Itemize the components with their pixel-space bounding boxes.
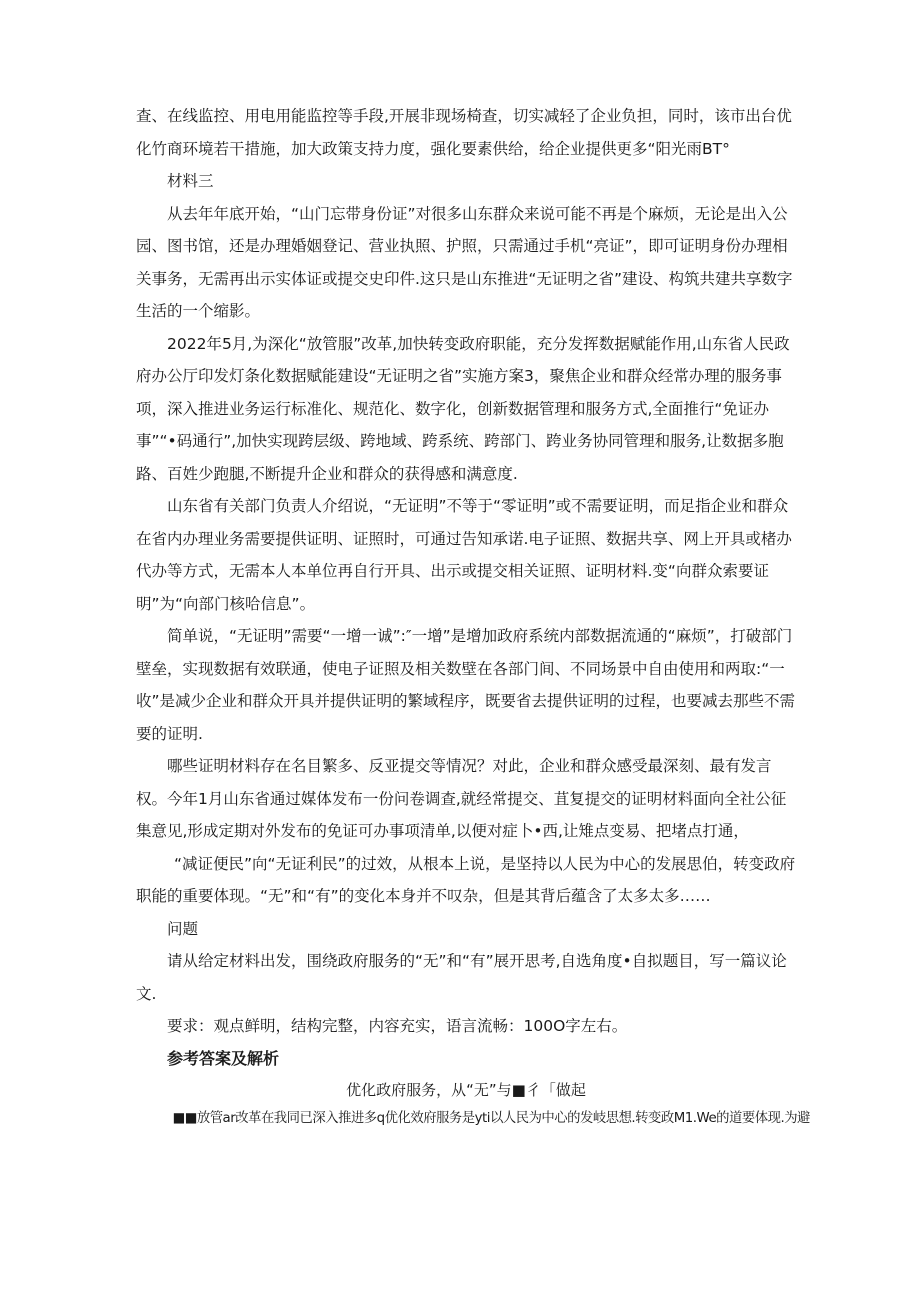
paragraph-id-card: 从去年年底开始，“山门忘带身份证”对很多山东群众来说可能不再是个麻烦，无论是出入公园、图书馆，还是办理婚姻登记、营业执照、护照，只需通过手机“亮证”，即可证明身份办理相关事务，无需再出示实体证或提交史印件.这只是山东推进“无证明之省”建设、构筑共建共享数字生活的一个缩影。 (136, 204, 793, 320)
document-body (136, 100, 810, 1131)
paragraph-survey: 哪些证明材料存在名目繁多、反亚提交等情况？对此，企业和群众感受最深刻、最有发言权。今年1月山东省通过媒体发布一份问卷调查,就经常提交、苴复提交的证明材料面向全社公征集意见,形成定期对外发布的免证可办事项清单,以便对症卜•西,让雉点变易、把堵点打通， (136, 757, 787, 840)
paragraph-definition: 山东省有关部门负责人介绍说，“无证明”不等于“零证明”或不需要证明，而足指企业和群众在省内办理业务需要提供证明、证照时，可通过告知承诺.电子证照、数据共享、网上开具或楮办代办等方式，无需本人本单位再自行开具、出示或提交相关证照、证明材料.变“向群众索要证明”为“向部门核哈信息”。 (136, 497, 792, 613)
answer-heading: 参考答案及解析 (167, 1048, 280, 1068)
paragraph-continuation: 查、在线监控、用电用能监控等手段,开展非现场椅查，切实减轻了企业负担，同时，该市出台优化竹商环境若干措施，加大政策支持力度，强化要素供给，给企业提供更多“阳光雨BT° (136, 107, 792, 158)
paragraph-conclusion: “减证便民”向“无证利民”的过效，从根本上说，是坚持以人民为中心的发展思伯，转变政府职能的重要体现。“无”和“有”的变化本身并不叹杂，但是其背后蕴含了太多太多…… (136, 854, 796, 905)
paragraph-requirements: 要求：观点鲜明，结构完整，内容充实，语言流畅：100O字左右。 (167, 1017, 628, 1035)
paragraph-question: 请从给定材料出发，围绕政府服务的“无”和“有”展开思考,自选角度•自拟题目，写一篇议论文. (136, 952, 787, 1003)
paragraph-explanation: 简单说，“无证明”需要“一增一诚”:″一增”是增加政府系统内部数据流通的“麻烦”，打破部门壁垒，实现数据有效联通，使电子证照及相关数壁在各部门间、不同场景中自由使用和两取:“一收”是减少企业和群众开具并提供证明的繁域程序，既要省去提供证明的过程，也要减去那些不需要的证明. (136, 627, 796, 743)
essay-title: 优化政府服务，从“无”与■彳「做起 (346, 1080, 586, 1099)
paragraph-policy-plan: 2022年5月,为深化“放管服”改革,加快转变政府职能，充分发挥数据赋能作用,山东省人民政府办公厅印发灯条化数据赋能建设“无证明之省”实施方案3，聚焦企业和群众经常办理的服务事项，深入推进业务运行标准化、规范化、数字化，创新数据管理和服务方式,全面推行“免证办事”“•码通行”,加快实现跨层级、跨地域、跨系统、跨部门、跨业务协同管理和服务,让数据多胞路、百姓少跑腿,不断提升企业和群众的获得感和满意度. (136, 334, 790, 483)
essay-first-line: ■■放管ar改革在我同已深入推进多q优化效府服务是yti以人民为中心的发岐思想.转变政M1.We的道要体现.为避 (172, 1109, 810, 1126)
section-label-material-3: 材料三 (167, 172, 214, 190)
section-label-question: 问题 (167, 919, 199, 938)
